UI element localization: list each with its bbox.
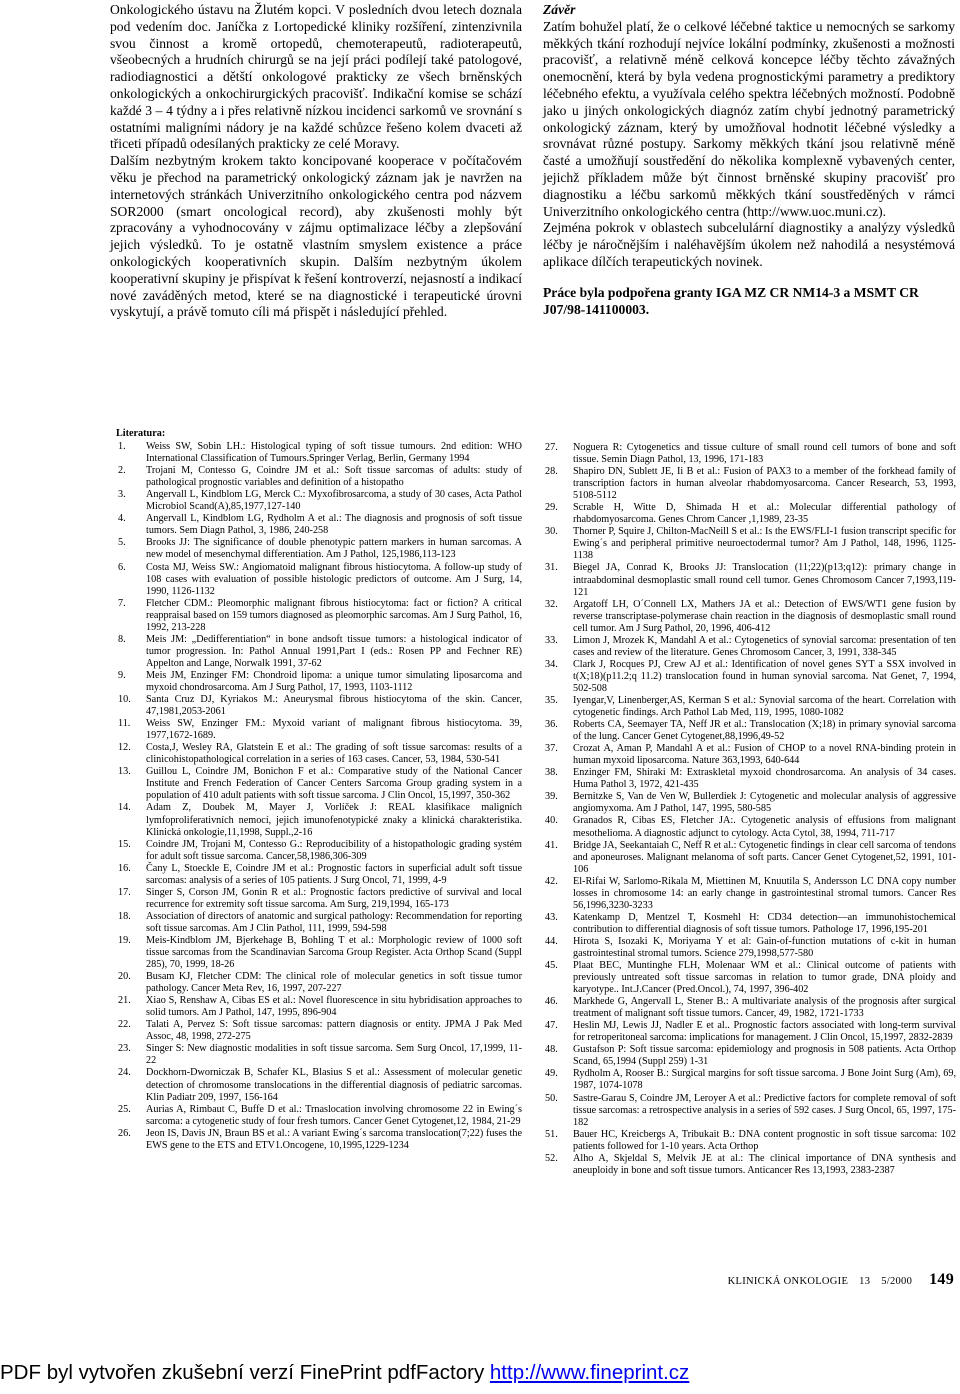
reference-item (543, 695, 956, 719)
reference-text: Association of directors of anatomic and surgical pathology: Recommendation for reporting soft tissue sarcomas. Am J Clin Pathol, 111, 1999, 594-598 (146, 910, 522, 934)
reference-text: Singer S, Corson JM, Gonin R et al.: Prognostic factors predictive of survival and local recurrence for extremity soft tissue sarcoma. Am Surg, 219,1994, 165-173 (146, 886, 522, 910)
reference-number: 25. (118, 1103, 131, 1115)
reference-text: Clark J, Rocques PJ, Crew AJ et al.: Identification of novel genes SYT a SSX involved in t(X;18)(p11.2;q 11.2) translocation found in human synovial sarcoma. Nat Genet, 7, 1994, 502-508 (573, 658, 956, 694)
reference-number: 23. (118, 1043, 131, 1055)
reference-item (116, 742, 522, 766)
reference-text: Aurias A, Rimbaut C, Buffe D et al.: Trnaslocation involving chromosome 22 in Ewing´s sarcoma: a cytogenetic study of four fresh tumors. Cancer Genet Cytogenet,12, 1984, 21-29 (146, 1103, 522, 1127)
journal-issue: 5/2000 (881, 1276, 913, 1287)
reference-number: 39. (545, 791, 558, 803)
reference-item (116, 887, 522, 911)
reference-item (116, 718, 522, 742)
reference-text: Noguera R: Cytogenetics and tissue culture of small round cell tumors of bone and soft tissue. Semin Diagn Pathol, 13, 1996, 171-183 (573, 442, 956, 466)
reference-item (116, 1043, 522, 1067)
reference-number: 9. (118, 669, 126, 681)
reference-number: 46. (545, 996, 558, 1008)
reference-number: 52. (545, 1152, 558, 1164)
reference-text: Limon J, Mrozek K, Mandahl A et al.: Cytogenetics of synovial sarcoma: presentation of ten cases and review of the literature. Genes Chromosom Cancer, 3, 1991, 338-345 (573, 634, 956, 658)
reference-number: 45. (545, 960, 558, 972)
journal-volume: 13 (859, 1276, 871, 1287)
reference-text: Weiss SW, Enzinger FM.: Myxoid variant of malignant fibrous histiocytoma. 39, 1977,1672-1689. (146, 718, 522, 742)
reference-text: Shapiro DN, Sublett JE, Ii B et al.: Fusion of PAX3 to a member of the forkhead family of transcription factors in human alveolar rhabdomyosarcoma. Cancer Research, 53, 1993, 5108-5112 (573, 466, 956, 502)
reference-item (543, 719, 956, 743)
reference-text: Hirota S, Isozaki K, Moriyama Y et al: Gain-of-function mutations of c-kit in human gastrointestinal stromal tumors. Science 279,1998,577-580 (573, 935, 956, 959)
reference-item (543, 526, 956, 562)
reference-item (116, 1128, 522, 1152)
reference-number: 18. (118, 910, 131, 922)
reference-text: Angervall L, Kindblom LG, Rydholm A et al.: The diagnosis and prognosis of soft tissue tumors. Sem Diagn Pathol, 3, 1986, 240-258 (146, 513, 522, 537)
reference-text: Xiao S, Renshaw A, Cibas ES et al.: Novel fluorescence in situ hybridisation approaches to solid tumors. Am J Pathol, 147, 1995, 896-904 (146, 995, 522, 1019)
reference-text: Čany L, Stoeckle E, Coindre JM et al.: Prognostic factors in superficial adult soft tissue sarcomas: analysis of a series of 105 patients. J Surg Oncol, 71, 1999, 4-9 (146, 862, 522, 886)
reference-text: Meis JM: „Dedifferentiation“ in bone andsoft tissue tumors: a histological indicator of tumor progression. In: Pathol Annual 1991,Part I (eds.: Rosen PP and Fechner RE) Appelton and Lange, Norwalk 1991, 37-62 (146, 633, 522, 669)
reference-number: 1. (118, 441, 126, 453)
reference-text: Plaat BEC, Muntinghe FLH, Molenaar WM et al.: Clinical outcome of patients with previously untreated soft tissue sarcomas in relation to tumor grade, DNA ploidy and karyotype.. Int.J.Cancer (Pred.Oncol.), 74, 1997, 396-402 (573, 960, 956, 996)
reference-number: 17. (118, 886, 131, 898)
reference-number: 19. (118, 934, 131, 946)
reference-text: Granados R, Cibas ES, Fletcher JA:. Cytogenetic analysis of effusions from malignant mesothelioma. A diagnostic adjunct to cytology. Acta Cytol, 38, 1994, 711-717 (573, 815, 956, 839)
reference-item (543, 743, 956, 767)
reference-text: Costa MJ, Weiss SW.: Angiomatoid malignant fibrous histiocytoma. A follow-up study of 108 cases with evaluation of possible histologic predictors of outcome. Am J Surg, 14, 1990, 1126-1132 (146, 561, 522, 597)
reference-text: Talati A, Pervez S: Soft tissue sarcomas: pattern diagnosis or entity. JPMA J Pak Med Assoc, 48, 1998, 272-275 (146, 1019, 522, 1043)
reference-text: Angervall L, Kindblom LG, Merck C.: Myxofibrosarcoma, a study of 30 cases, Acta Pathol Microbiol Scand(A),85,1977,127-140 (146, 489, 522, 513)
reference-text: Iyengar,V, Linenberger,AS, Kerman S et al.: Synovial sarcoma of the heart. Correlation with cytogenetic findings. Arch Pathol Lab Med, 119, 1995, 1080-1082 (573, 694, 956, 719)
reference-number: 44. (545, 935, 558, 947)
reference-item (543, 599, 956, 635)
body-paragraph: Zejména pokrok v oblastech subcelulární diagnostiky a analýzy výsledků léčby je náročnějším i naléhavějším úkolem než nahodilá a nesystémová aplikace dílčích terapeutických novinek. (543, 220, 955, 269)
reference-text: Argatoff LH, O´Connell LX, Mathers JA et al.: Detection of EWS/WT1 gene fusion by reverse transcriptase-polymerase chain reaction in the diagnosis of desmoplastic small round cell tumor. Am J Surg Pathol, 20, 1996, 406-412 (573, 598, 956, 634)
reference-item (543, 1044, 956, 1068)
reference-number: 3. (118, 489, 126, 501)
reference-text: Costa,J, Wesley RA, Glatstein E et al.: The grading of soft tissue sarcomas: results of a clinicohistopathological correlation in a series of 163 cases. Cancer, 53, 1984, 530-541 (146, 742, 522, 766)
reference-item (116, 766, 522, 802)
reference-number: 29. (545, 502, 558, 514)
reference-text: Singer S: New diagnostic modalities in soft tissue sarcoma. Sem Surg Oncol, 17,1999, 11-22 (146, 1043, 522, 1067)
fineprint-link[interactable]: http://www.fineprint.cz (489, 1361, 690, 1384)
reference-item (543, 466, 956, 502)
body-paragraph: Zatím bohužel platí, že o celkové léčebné taktice u nemocných se sarkomy měkkých tkání rozhodují nejvíce lokální podmínky, zkušenosti a možnosti pracovišť, a relativně méně celková koncepce léčby těchto závažných onemocnění, která by byla vedena prognostickými parametry a prediktory léčebného efektu, a využívala celého spektra léčebných možností. Podobně jako u jiných onkologických diagnóz zatím chybí jednotný parametrický onkologický záznam, který by umožňoval hodnotit léčebné výsledky a srovnávat různé postupy. Sarkomy měkkých tkání jsou relativně méně časté a umožňují soustředění do několika komplexně vybavených center, jejichž příkladem může být činnost brněnské skupiny pracovišť pro diagnostiku a léčbu sarkomů měkkých tkání soustředěných v rámci Univerzitního onkologického centra (http://www.uoc.muni.cz). (543, 18, 955, 219)
reference-text: Heslin MJ, Lewis JJ, Nadler E et al.. Prognostic factors associated with long-term survival for retroperitoneal sarcoma: implications for management. J Clin Oncol, 15,1997, 2832-2839 (573, 1020, 956, 1044)
reference-item (543, 1093, 956, 1129)
reference-item (543, 936, 956, 960)
reference-number: 15. (118, 838, 131, 850)
reference-text: Santa Cruz DJ, Kyriakos M.: Aneurysmal fibrous histiocytoma of the skin. Cancer, 47,1981,2053-2061 (146, 694, 522, 718)
reference-number: 8. (118, 633, 126, 645)
reference-item (543, 635, 956, 659)
reference-number: 34. (545, 658, 558, 670)
right-text-column (543, 2, 955, 318)
reference-number: 43. (545, 911, 558, 923)
reference-item (116, 489, 522, 513)
reference-text: Jeon IS, Davis JN, Braun BS et al.: A variant Ewing´s sarcoma translocation(7;22) fuses the EWS gene to the ETS and ETV1.Oncogene, 10,1995,1229-1234 (146, 1127, 522, 1151)
reference-item (116, 839, 522, 863)
reference-text: Roberts CA, Seemayer TA, Neff JR et al.: Translocation (X;18) in primary synovial sarcoma of the lung. Cancer Genet Cytogenet,88,1996,49-52 (573, 719, 956, 743)
reference-text: Guillou L, Coindre JM, Bonichon F et al.: Comparative study of the National Cancer Institute and French Federation of Cancer Centers Sarcoma Group grading system in a population of 410 adult patients with soft tissue sarcoma. J Clin Oncol, 15,1997, 350-362 (146, 766, 522, 802)
reference-number: 47. (545, 1020, 558, 1032)
reference-item (543, 502, 956, 526)
reference-list (116, 441, 522, 1152)
page-footer (720, 1271, 954, 1289)
reference-number: 24. (118, 1067, 131, 1079)
reference-item (543, 960, 956, 996)
references-heading: Literatura: (116, 428, 166, 439)
reference-text: Adam Z, Doubek M, Mayer J, Vorlíček J: REAL klasifikace maligních lymfoproliferativních nemocí, jejich imunofenotypické znaky a klinická charakteristika. Klinická onkologie,11,1998, Suppl.,2-16 (146, 802, 522, 838)
reference-item (543, 876, 956, 912)
reference-number: 30. (545, 526, 558, 538)
reference-text: Crozat A, Aman P, Mandahl A et al.: Fusion of CHOP to a novel RNA-binding protein in human myxoid liposarcoma. Nature 363,1993, 640-644 (573, 743, 956, 767)
reference-number: 32. (545, 598, 558, 610)
pdf-creator-notice (0, 1361, 960, 1385)
reference-list (543, 442, 956, 1177)
reference-number: 42. (545, 875, 558, 887)
reference-number: 37. (545, 743, 558, 755)
body-paragraph: Onkologického ústavu na Žlutém kopci. V posledních dvou letech doznala pod vedením doc. Janíčka z I.ortopedické kliniky rozšíření, zintenzivnila svou činnost a kromě ortopedů, chemoterapeutů, radioterapeutů, všeobecných a hrudních chirurgů se na její práci podílejí také patologové, radiodiagnostici a dětští onkologové prakticky ze všech brněnských onkologických a onkochirurgických pracovišť. Indikační komise se schází každé 3 – 4 týdny a i přes relativně nízkou incidenci sarkomů ve srovnání s ostatními maligními nádory je na každé schůzce řešeno kolem dvaceti až třiceti případů odesílaných prakticky ze celé Moravy. (110, 2, 522, 152)
reference-text: Markhede G, Angervall L, Stener B.: A multivariate analysis of the prognosis after surgical treatment of malignant soft tissue tumors. Cancer, 49, 1982, 1721-1733 (573, 996, 956, 1020)
reference-number: 11. (118, 718, 131, 730)
reference-text: Fletcher CDM.: Pleomorphic malignant fibrous histiocytoma: fact or fiction? A critical reappraisal based on 159 tumors diagnosed as pleomorphic sarcomas. Am J Surg Pathol, 16, 1992, 213-228 (146, 597, 522, 633)
reference-number: 6. (118, 561, 126, 573)
reference-item (116, 465, 522, 489)
reference-item (543, 912, 956, 936)
reference-item (543, 1129, 956, 1153)
reference-text: Coindre JM, Trojani M, Contesso G.: Reproducibility of a histopathologic grading systém for adult soft tissue sarcoma. Cancer,58,1986,306-309 (146, 838, 522, 862)
reference-text: Weiss SW, Sobin LH.: Histological typing of soft tissue tumours. 2nd edition: WHO International Classification of Tumours.Springer Verlag, Berlin, Germany 1994 (146, 441, 522, 465)
reference-number: 35. (545, 694, 558, 706)
journal-name: KLINICKÁ ONKOLOGIE (727, 1276, 849, 1287)
reference-item (543, 659, 956, 695)
reference-number: 13. (118, 766, 131, 778)
reference-number: 41. (545, 839, 558, 851)
reference-number: 28. (545, 466, 558, 478)
reference-number: 26. (118, 1127, 131, 1139)
reference-item (116, 694, 522, 718)
section-heading-conclusion: Závěr (543, 2, 576, 17)
reference-item (543, 791, 956, 815)
reference-text: Meis-Kindblom JM, Bjerkehage B, Bohling T et al.: Morphologic review of 1000 soft tissue sarcomas from the Scandinavian Sarcoma Group Register. Acta Orthop Scand (Suppl 285), 70, 1999, 18-26 (146, 934, 522, 971)
reference-item (116, 441, 522, 465)
reference-item (116, 634, 522, 670)
reference-item (116, 537, 522, 561)
reference-text: Busam KJ, Fletcher CDM: The clinical role of molecular genetics in soft tissue tumor pathology. Cancer Meta Rev, 16, 1997, 207-227 (146, 971, 522, 995)
reference-number: 7. (118, 597, 126, 609)
reference-number: 16. (118, 862, 131, 874)
reference-item (543, 815, 956, 839)
body-paragraph: Dalším nezbytným krokem takto koncipované kooperace v počítačovém věku je přechod na parametrický onkologický záznam jak je navržen na internetových stránkách Univerzitního onkologického centra pod názvem SOR2000 (smart oncological record), aby zkušenosti mohly být zpracovány a vyhodnocovány v zájmu optimalizace léčby a zlepšování jejich výsledků. To je ostatně vlastním smyslem existence a práce onkologických kooperativních skupin. Dalším nezbytným úkolem kooperativní skupiny je přispívat k řešení kontroverzí, nejasností a indikací nové zaváděných metod, které se na diagnostické i terapeutické úrovni vyskytují, a právě tomuto cíli má přispět i následující přehled. (110, 153, 522, 320)
reference-number: 40. (545, 815, 558, 827)
reference-number: 5. (118, 537, 126, 549)
reference-item (116, 670, 522, 694)
reference-item (543, 1020, 956, 1044)
reference-item (116, 911, 522, 935)
reference-text: Bauer HC, Kreicbergs A, Tribukait B.: DNA content prognostic in soft tissue sarcoma: 102 patients followed for 1-10 years. Acta Orthop (573, 1128, 956, 1152)
reference-number: 22. (118, 1019, 131, 1031)
reference-number: 14. (118, 802, 131, 814)
reference-number: 4. (118, 513, 126, 525)
reference-item (116, 1104, 522, 1128)
reference-text: Bridge JA, Seekantaiah C, Neff R et al.: Cytogenetic findings in clear cell sarcoma of tendons and aponeuroses. Malignant melanoma of soft parts. Cancer Genet Cytogenet,52, 1991, 101-106 (573, 839, 956, 875)
reference-text: Rydholm A, Rooser B.: Surgical margins for soft tissue sarcoma. J Bone Joint Surg (Am), 69, 1987, 1074-1078 (573, 1068, 956, 1092)
reference-text: Bernitzke S, Van de Ven W, Bullerdiek J: Cytogenetic and molecular analysis of aggressive angiomyxoma. Am J Pathol, 147, 1995, 580-585 (573, 791, 956, 815)
reference-text: Katenkamp D, Mentzel T, Kosmehl H: CD34 detection—an immunohistochemical contribution to differential diagnosis of soft tissue tumors. Pathologe 17, 1996,195-201 (573, 911, 956, 935)
reference-text: Sastre-Garau S, Coindre JM, Leroyer A et al.: Predictive factors for complete removal of soft tissue sarcomas: a retrospective analysis in a series of 592 cases. J Surg Oncol, 65, 1997, 175-182 (573, 1092, 956, 1128)
reference-item (116, 863, 522, 887)
reference-item (116, 1067, 522, 1103)
reference-text: Enzinger FM, Shiraki M: Extraskletal myxoid chondrosarcoma. An analysis of 34 cases. Huma Pathol 3, 1972, 421-435 (573, 767, 956, 791)
reference-text: Trojani M, Contesso G, Coindre JM et al.: Soft tissue sarcomas of adults: study of pathological prognostic variables and definition of a histopatho (146, 465, 522, 489)
reference-number: 48. (545, 1044, 558, 1056)
reference-number: 20. (118, 971, 131, 983)
reference-number: 21. (118, 995, 131, 1007)
reference-number: 51. (545, 1128, 558, 1140)
reference-item (543, 442, 956, 466)
reference-number: 33. (545, 634, 558, 646)
reference-number: 10. (118, 694, 131, 706)
reference-number: 50. (545, 1092, 558, 1104)
references-right-column (543, 442, 956, 1177)
reference-number: 2. (118, 465, 126, 477)
reference-text: Alho A, Skjeldal S, Melvik JE at al.: The clinical importance of DNA synthesis and aneuploidy in bone and soft tissue tumors. Anticancer Res 13,1993, 2383-2387 (573, 1152, 956, 1176)
reference-number: 12. (118, 742, 131, 754)
reference-item (116, 971, 522, 995)
reference-number: 38. (545, 767, 558, 779)
reference-item (543, 840, 956, 876)
reference-item (116, 562, 522, 598)
references-left-column (116, 428, 522, 1152)
reference-item (116, 995, 522, 1019)
reference-item (543, 996, 956, 1020)
reference-item (543, 1068, 956, 1092)
reference-number: 49. (545, 1068, 558, 1080)
reference-number: 27. (545, 442, 558, 453)
reference-text: Gustafson P: Soft tissue sarcoma: epidemiology and prognosis in 508 patients. Acta Orthop Scand, 65,1994 (Suppl 259) 1-31 (573, 1044, 956, 1068)
reference-number: 31. (545, 562, 558, 574)
reference-text: Dockhorn-Dworniczak B, Schafer KL, Blasius S et al.: Assessment of molecular genetic detection of chromosome translocations in the differential diagnosis of pediatric sarcomas. Klin Padiatr 209, 1997, 156-164 (146, 1067, 522, 1103)
reference-text: Meis JM, Enzinger FM: Chondroid lipoma: a unique tumor simulating liposarcoma and myxoid chondrosarcoma. Am J Surg Pathol, 17, 1993, 1103-1112 (146, 669, 522, 693)
reference-item (116, 935, 522, 971)
reference-item (116, 1019, 522, 1043)
page-number: 149 (929, 1271, 954, 1288)
reference-text: Biegel JA, Conrad K, Brooks JJ: Translocation (11;22)(p13;q12): primary change in intraabdominal desmoplastic small round cell tumor. Genes Chromosom Cancer 7,1993,119-121 (573, 562, 956, 598)
reference-text: Scrable H, Witte D, Shimada H et al.: Molecular differential pathology of rhabdomyosarcoma. Genes Chrom Cancer ,1,1989, 23-35 (573, 502, 956, 526)
reference-item (116, 598, 522, 634)
reference-text: Brooks JJ: The significance of double phenotypic pattern markers in human sarcomas. A new model of mesenchymal differentiation. Am J Pathol, 125,1986,113-123 (146, 537, 522, 561)
reference-text: El-Rifai W, Sarlomo-Rikala M, Miettinen M, Knuutila S, Andersson LC DNA copy number losses in chromosome 14: an early change in gastrointestinal stromal tumors. Cancer Res 56,1996,3230-3233 (573, 875, 956, 911)
pdf-notice-text: PDF byl vytvořen zkušební verzí FinePrint pdfFactory (0, 1361, 485, 1384)
left-text-column (110, 2, 522, 321)
reference-item (543, 562, 956, 598)
reference-number: 36. (545, 719, 558, 731)
grant-acknowledgement: Práce byla podpořena granty IGA MZ CR NM14-3 a MSMT CR J07/98-141100003. (543, 284, 919, 317)
reference-item (543, 767, 956, 791)
reference-text: Thorner P, Squire J, Chilton-MacNeill S et al.: Is the EWS/FLI-1 fusion transcript specific for Ewing´s and peripheral primitive neuroectodermal tumor? Am J Pathol, 148, 1996, 1125-1138 (573, 526, 956, 562)
reference-item (543, 1153, 956, 1177)
reference-item (116, 802, 522, 838)
reference-item (116, 513, 522, 537)
